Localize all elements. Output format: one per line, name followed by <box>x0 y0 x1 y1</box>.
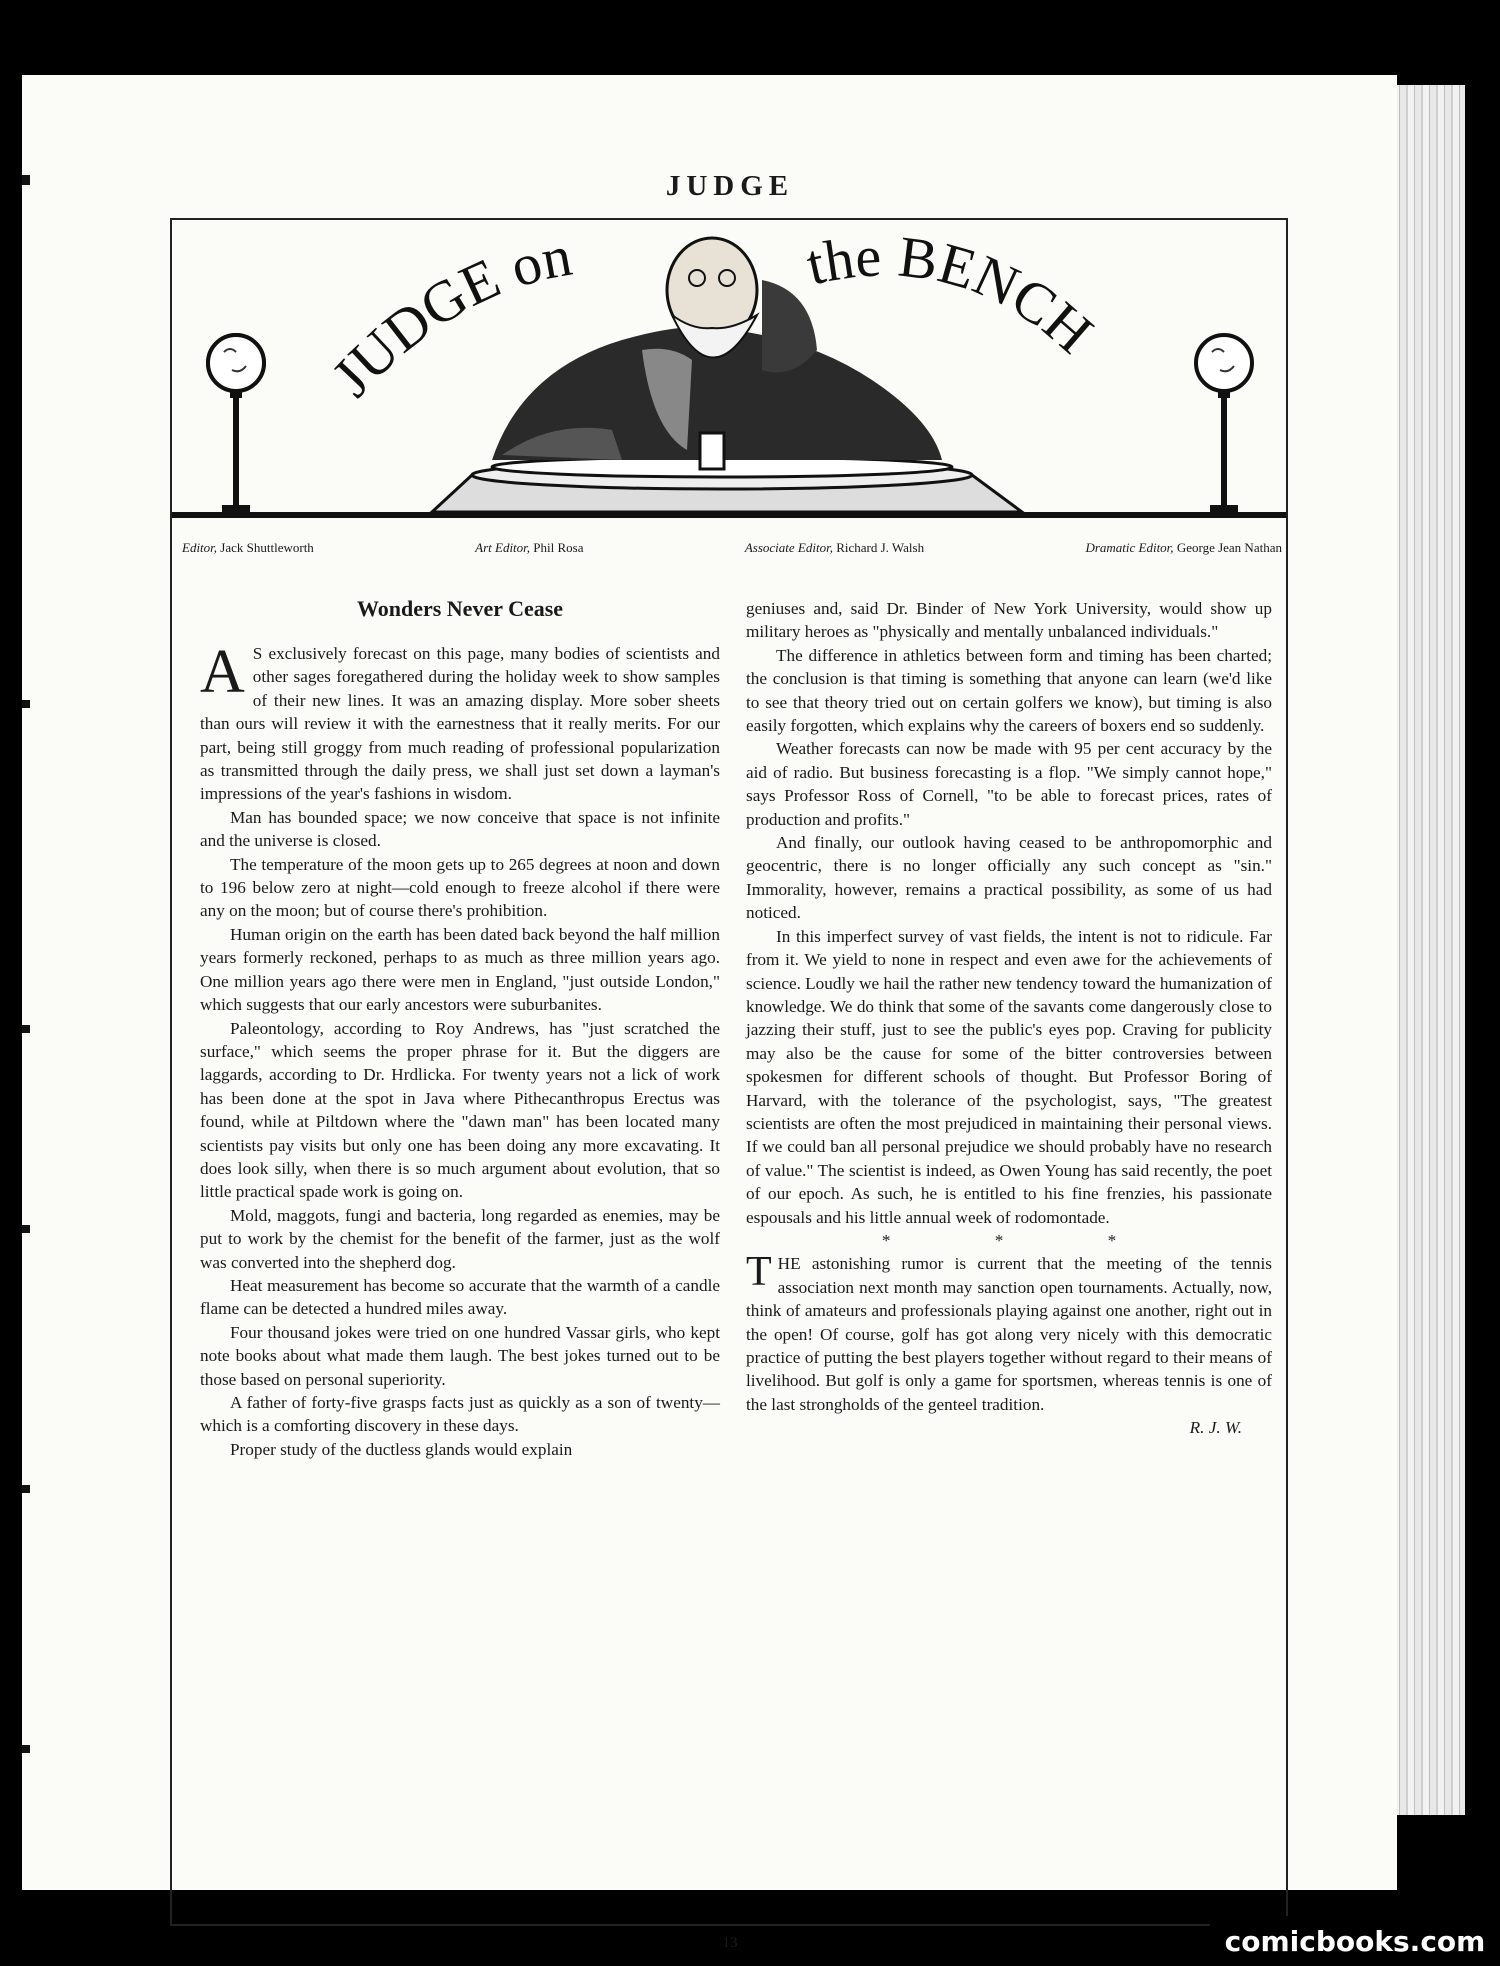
paragraph: Weather forecasts can now be made with 95 per cent accuracy by the aid of radio. But business forecasting is a flop. "We simply cannot hope," says Professor Ross of Cornell, "to be able to forecast prices, rates of production and profits." <box>746 739 1272 829</box>
paragraph: The temperature of the moon gets up to 265 degrees at noon and down to 196 below zero at night—cold enough to freeze alcohol if there were any on the moon; but of course there's prohibition. <box>200 854 720 921</box>
paragraph: A father of forty-five grasps facts just as quickly as a son of twenty—which is a comforting discovery in these days. <box>200 1393 720 1436</box>
running-head: JUDGE <box>665 170 795 202</box>
paragraph: And finally, our outlook having ceased to be anthropomorphic and geocentric, there is no longer officially any such concept as "sin." Immorality, however, remains a practical possibility, as some of us had noticed. <box>746 833 1272 923</box>
paragraph: THE astonishing rumor is current that the meeting of the tennis association next month may sanction open tournaments. Actually, now, think of amateurs and professionals playing against one another, right out in the open! Of course, golf has got along very nicely with this democratic practice of putting the best players together without regard to their means of livelihood. But golf is only a game for sportsmen, whereas tennis is one of the last strongholds of the genteel tradition. <box>746 1249 1272 1414</box>
right-lamp-icon <box>1196 335 1252 515</box>
section-separator: * * * <box>881 1230 1167 1250</box>
paragraph: A S exclusively forecast on this page, many bodies of scientists and other sages foregathered during the holiday week to show samples of their new lines. It was an amazing display. More sober sheets than ours will review it with the earnestness that it really merits. For our part, being still groggy from much reading of professional popularization as transmitted through the daily press, we shall just set down a layman's impressions of the year's fashions in wisdom. <box>200 638 720 804</box>
paragraph: The difference in athletics between form and timing has been charted; the conclusion is that timing is something that anyone can learn (we'd like to see that theory tried out on certain golfers we know), but timing is also easily forgotten, which explains why the careers of boxers end so suddenly. <box>746 645 1272 736</box>
article-title: Wonders Never Cease <box>356 596 564 621</box>
right-column <box>746 597 1272 1440</box>
paragraph: Heat measurement has become so accurate that the warmth of a candle flame can be detected a hundred miles away. <box>200 1275 720 1319</box>
paragraph: Mold, maggots, fungi and bacteria, long regarded as enemies, may be put to work by the chemist for the benefit of the farmer, just as the wolf was converted into the shepherd dog. <box>200 1205 720 1272</box>
staff-credits <box>182 540 1282 560</box>
left-lamp-icon <box>208 335 264 515</box>
credit-dramatic-editor: Dramatic Editor, George Jean Nathan <box>1085 540 1282 555</box>
left-column <box>200 638 720 1461</box>
paragraph: Proper study of the ductless glands would explain <box>230 1439 573 1459</box>
drop-cap: T <box>746 1249 772 1296</box>
author-signature: R. J. W. <box>1189 1418 1242 1438</box>
credit-editor: Editor, Jack Shuttleworth <box>182 540 314 555</box>
paragraph: geniuses and, said Dr. Binder of New York University, would show up military heroes as "physically and mentally unbalanced individuals." <box>746 599 1272 642</box>
paragraph: Man has bounded space; we now conceive that space is not infinite and the universe is closed. <box>200 807 720 851</box>
paragraph: Human origin on the earth has been dated back beyond the half million years formerly reckoned, perhaps to as much as three million years ago. One million years ago there were men in England, "just outside London," which suggests that our early ancestors were suburbanites. <box>200 924 720 1015</box>
paragraph: In this imperfect survey of vast fields, the intent is not to ridicule. Far from it. We yield to none in respect and even awe for the achievements of science. Loudly we hail the rather new tendency toward the humanization of knowledge. We do think that some of the savants come dangerously close to jazzing their stuff, just to see the public's eyes pop. Craving for publicity may also be the cause for some of the bitter controversies between spokesmen for different schools of thought. But Professor Boring of Harvard, with the tolerance of the psychologist, says, "The greatest scientists are often the most prejudiced in maintaining their personal views. If we could ban all personal prejudice we should probably have no research of value." The scientist is indeed, as Owen Young has said recently, the poet of our epoch. As such, he is entitled to his fine frenzies, his passionate espousals and his little annual week of rodomontade. <box>746 926 1272 1227</box>
paragraph: Four thousand jokes were tried on one hundred Vassar girls, who kept note books about what made them laugh. The best jokes turned out to be those based on personal superiority. <box>200 1322 720 1389</box>
watermark: comicbooks.com <box>1210 1916 1500 1966</box>
drop-cap: A <box>200 638 245 706</box>
masthead-title-right: the BENCH <box>800 223 1106 366</box>
masthead-illustration <box>172 220 1286 545</box>
credit-art-editor: Art Editor, Phil Rosa <box>475 540 584 555</box>
page-number: 13 <box>722 1935 738 1951</box>
paragraph: Paleontology, according to Roy Andrews, has "just scratched the surface," which seems the proper phrase for it. But the diggers are laggards, according to Dr. Hrdlicka. For twenty years not a lick of work has been done at the spot in Java where Pithecanthropus Erectus was found, while at Piltdown where the "dawn man" has been located many scientists pay visits but only one has been doing any more excavating. It does look silly, when there is so much argument about evolution, that so little practical spade work is going on. <box>200 1018 720 1202</box>
credit-associate-editor: Associate Editor, Richard J. Walsh <box>744 540 925 555</box>
masthead-title-left: JUDGE on <box>319 222 577 409</box>
